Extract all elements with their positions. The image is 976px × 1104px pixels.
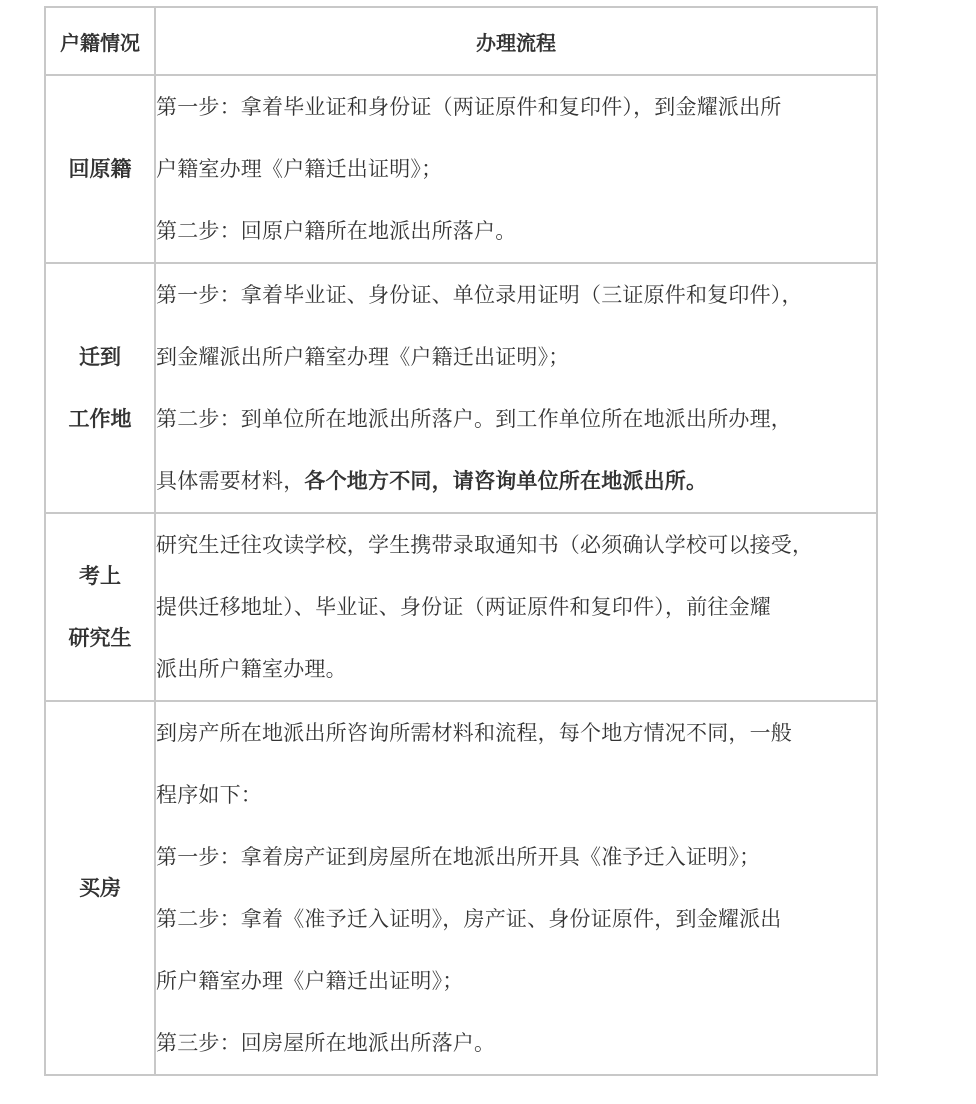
procedure-line bbox=[156, 264, 876, 326]
table-row bbox=[46, 514, 878, 702]
procedure-text: 到房产所在地派出所咨询所需材料和流程，每个地方情况不同，一般 bbox=[156, 721, 792, 745]
table-row bbox=[46, 702, 878, 1076]
category-cell bbox=[46, 76, 156, 264]
procedure-bold-note: 各个地方不同，请咨询单位所在地派出所。 bbox=[304, 469, 708, 493]
category-label: 研究生 bbox=[68, 626, 132, 650]
procedure-line bbox=[156, 200, 876, 262]
procedure-line bbox=[156, 76, 876, 138]
category-cell bbox=[46, 514, 156, 702]
procedure-text: 具体需要材料， bbox=[156, 469, 305, 493]
procedure-line bbox=[156, 764, 876, 826]
category-label: 考上 bbox=[79, 564, 121, 588]
household-registration-table bbox=[44, 6, 878, 1076]
procedure-line bbox=[156, 326, 876, 388]
procedure-text: 研究生迁往攻读学校，学生携带录取通知书（必须确认学校可以接受， bbox=[156, 533, 814, 557]
table-body bbox=[46, 76, 878, 1076]
household-registration-table-wrapper bbox=[44, 6, 878, 1076]
procedure-line bbox=[156, 826, 876, 888]
procedure-text: 程序如下： bbox=[156, 783, 262, 807]
procedure-line bbox=[156, 514, 876, 576]
procedure-line bbox=[156, 388, 876, 450]
procedure-text: 到金耀派出所户籍室办理《户籍迁出证明》； bbox=[156, 345, 570, 369]
procedure-cell bbox=[156, 514, 878, 702]
category-label: 买房 bbox=[79, 876, 121, 900]
procedure-text: 第二步：到单位所在地派出所落户。到工作单位所在地派出所办理， bbox=[156, 407, 792, 431]
procedure-line bbox=[156, 950, 876, 1012]
procedure-line bbox=[156, 576, 876, 638]
procedure-line bbox=[156, 450, 876, 512]
category-label: 迁到 bbox=[79, 345, 121, 369]
procedure-text: 提供迁移地址）、毕业证、身份证（两证原件和复印件），前往金耀 bbox=[156, 595, 771, 619]
table-header-row bbox=[46, 8, 878, 76]
procedure-cell bbox=[156, 264, 878, 514]
procedure-text: 第二步：回原户籍所在地派出所落户。 bbox=[156, 219, 517, 243]
category-cell bbox=[46, 702, 156, 1076]
header-household-status: 户籍情况 bbox=[46, 8, 156, 76]
procedure-text: 户籍室办理《户籍迁出证明》； bbox=[156, 157, 443, 181]
procedure-line bbox=[156, 888, 876, 950]
category-label: 回原籍 bbox=[68, 157, 132, 181]
procedure-text: 第二步：拿着《准予迁入证明》，房产证、身份证原件，到金耀派出 bbox=[156, 907, 782, 931]
category-cell bbox=[46, 264, 156, 514]
procedure-text: 第一步：拿着毕业证、身份证、单位录用证明（三证原件和复印件）， bbox=[156, 283, 803, 307]
procedure-cell bbox=[156, 702, 878, 1076]
procedure-line bbox=[156, 138, 876, 200]
procedure-line bbox=[156, 638, 876, 700]
table-row bbox=[46, 76, 878, 264]
header-procedure: 办理流程 bbox=[156, 8, 878, 76]
procedure-line bbox=[156, 1012, 876, 1074]
table-row bbox=[46, 264, 878, 514]
procedure-cell bbox=[156, 76, 878, 264]
procedure-text: 所户籍室办理《户籍迁出证明》； bbox=[156, 969, 464, 993]
procedure-text: 第三步：回房屋所在地派出所落户。 bbox=[156, 1031, 496, 1055]
procedure-text: 派出所户籍室办理。 bbox=[156, 657, 347, 681]
category-label: 工作地 bbox=[68, 407, 132, 431]
procedure-text: 第一步：拿着房产证到房屋所在地派出所开具《准予迁入证明》； bbox=[156, 845, 761, 869]
procedure-line bbox=[156, 702, 876, 764]
procedure-text: 第一步：拿着毕业证和身份证（两证原件和复印件），到金耀派出所 bbox=[156, 95, 782, 119]
